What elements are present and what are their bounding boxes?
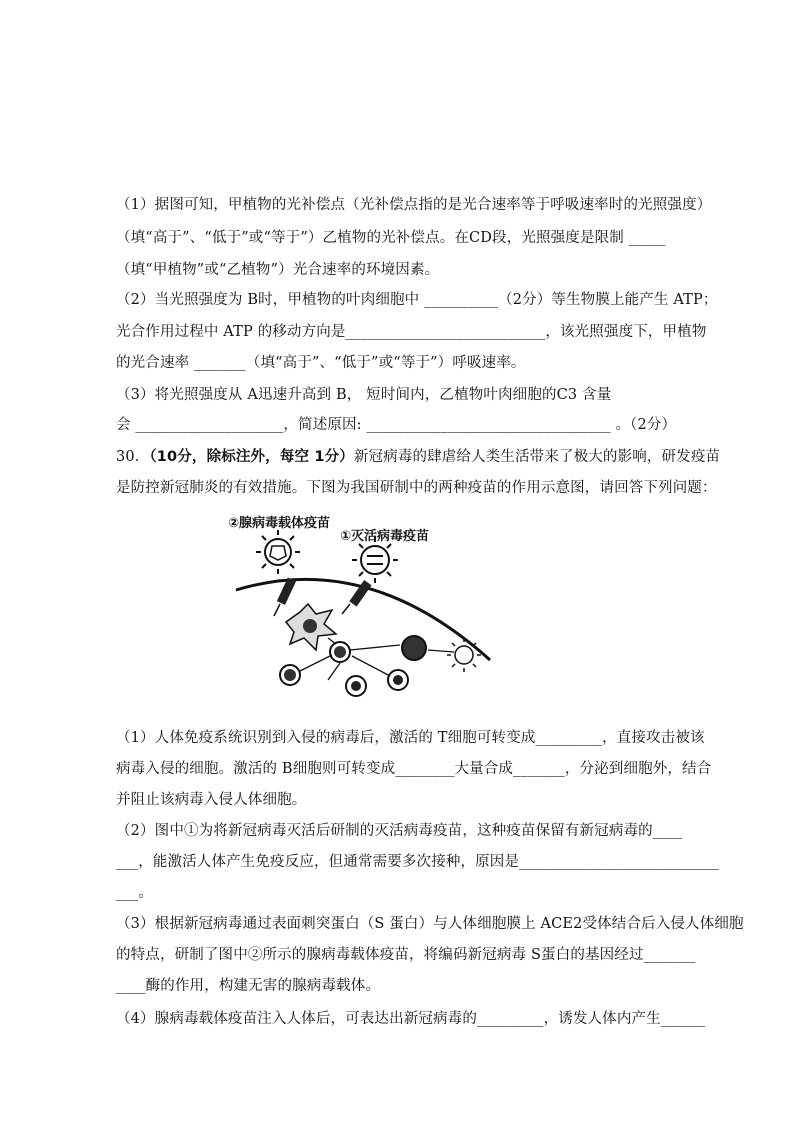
text-line: （填“高于”、“低于”或“等于”）乙植物的光补偿点。在CD段，光照强度是限制 _____: [116, 230, 666, 246]
cytotoxic-t-cell-icon: [402, 636, 426, 660]
text-line: （1）据图可知，甲植物的光补偿点（光补偿点指的是光合速率等于呼吸速率时的光照强度）: [116, 197, 712, 213]
text-line: （2）图中①为将新冠病毒灭活后研制的灭活病毒疫苗，这种疫苗保留有新冠病毒的____: [116, 823, 683, 839]
text-line: 光合作用过程中 ATP 的移动方向是___________________________，该光照强度下，甲植物: [116, 324, 707, 340]
infected-cell-icon: [455, 646, 473, 664]
syringe-left-icon: [274, 578, 296, 616]
text-line: （1）人体免疫系统识别到入侵的病毒后，激活的 T细胞可转变成_________，直接攻击被该: [116, 730, 705, 746]
text-line: 会 ____________________，简述原因: _________________________________ 。（2分）: [116, 417, 677, 433]
text-line: 并阻止该病毒入侵人体细胞。: [116, 792, 307, 808]
text-line: （3）将光照强度从 A迅速升高到 B， 短时间内，乙植物叶肉细胞的C3 含量: [116, 387, 612, 403]
text-line: （3）根据新冠病毒通过表面刺突蛋白（S 蛋白）与人体细胞膜上 ACE2受体结合后入侵人体细胞: [116, 916, 744, 932]
text-line: 是防控新冠肺炎的有效措施。下图为我国研制中的两种疫苗的作用示意图，请回答下列问题：: [116, 480, 717, 496]
text-line: 的特点，研制了图中②所示的腺病毒载体疫苗，将编码新冠病毒 S蛋白的基因经过_______: [116, 947, 696, 963]
text-line: （2）当光照强度为 B时，甲植物的叶肉细胞中 __________（2分）等生物膜上能产生 ATP；: [116, 292, 718, 308]
label-adenovirus-vaccine: ②腺病毒载体疫苗: [228, 516, 331, 531]
text-line: （填“甲植物”或“乙植物”）光合速率的环境因素。: [116, 262, 440, 278]
question-30-header: [116, 447, 721, 467]
question-intro: 新冠病毒的肆虐给人类生活带来了极大的影响，研发疫苗: [353, 449, 721, 465]
text-line: ____酶的作用，构建无害的腺病毒载体。: [116, 978, 380, 994]
label-inactivated-vaccine: ①灭活病毒疫苗: [340, 529, 430, 544]
adenovirus-icon: [256, 530, 300, 574]
vaccine-diagram: [228, 510, 500, 705]
question-number: 30．: [116, 449, 150, 465]
score-note: （10分，除标注外，每空 1分）: [149, 449, 354, 465]
text-line: ___，能激活人体产生免疫反应，但通常需要多次接种，原因是___________________________: [116, 854, 719, 870]
dendritic-cell-icon: [286, 604, 336, 650]
text-line: 病毒入侵的细胞。激活的 B细胞则可转变成________大量合成_______，分泌到细胞外，结合: [116, 761, 712, 777]
text-line: ___。: [116, 885, 153, 901]
text-line: 的光合速率 _______（填“高于”、“低于”或“等于”）呼吸速率。: [116, 355, 526, 371]
text-line: （4）腺病毒载体疫苗注入人体后，可表达出新冠病毒的_________，诱发人体内产生______: [116, 1011, 706, 1027]
